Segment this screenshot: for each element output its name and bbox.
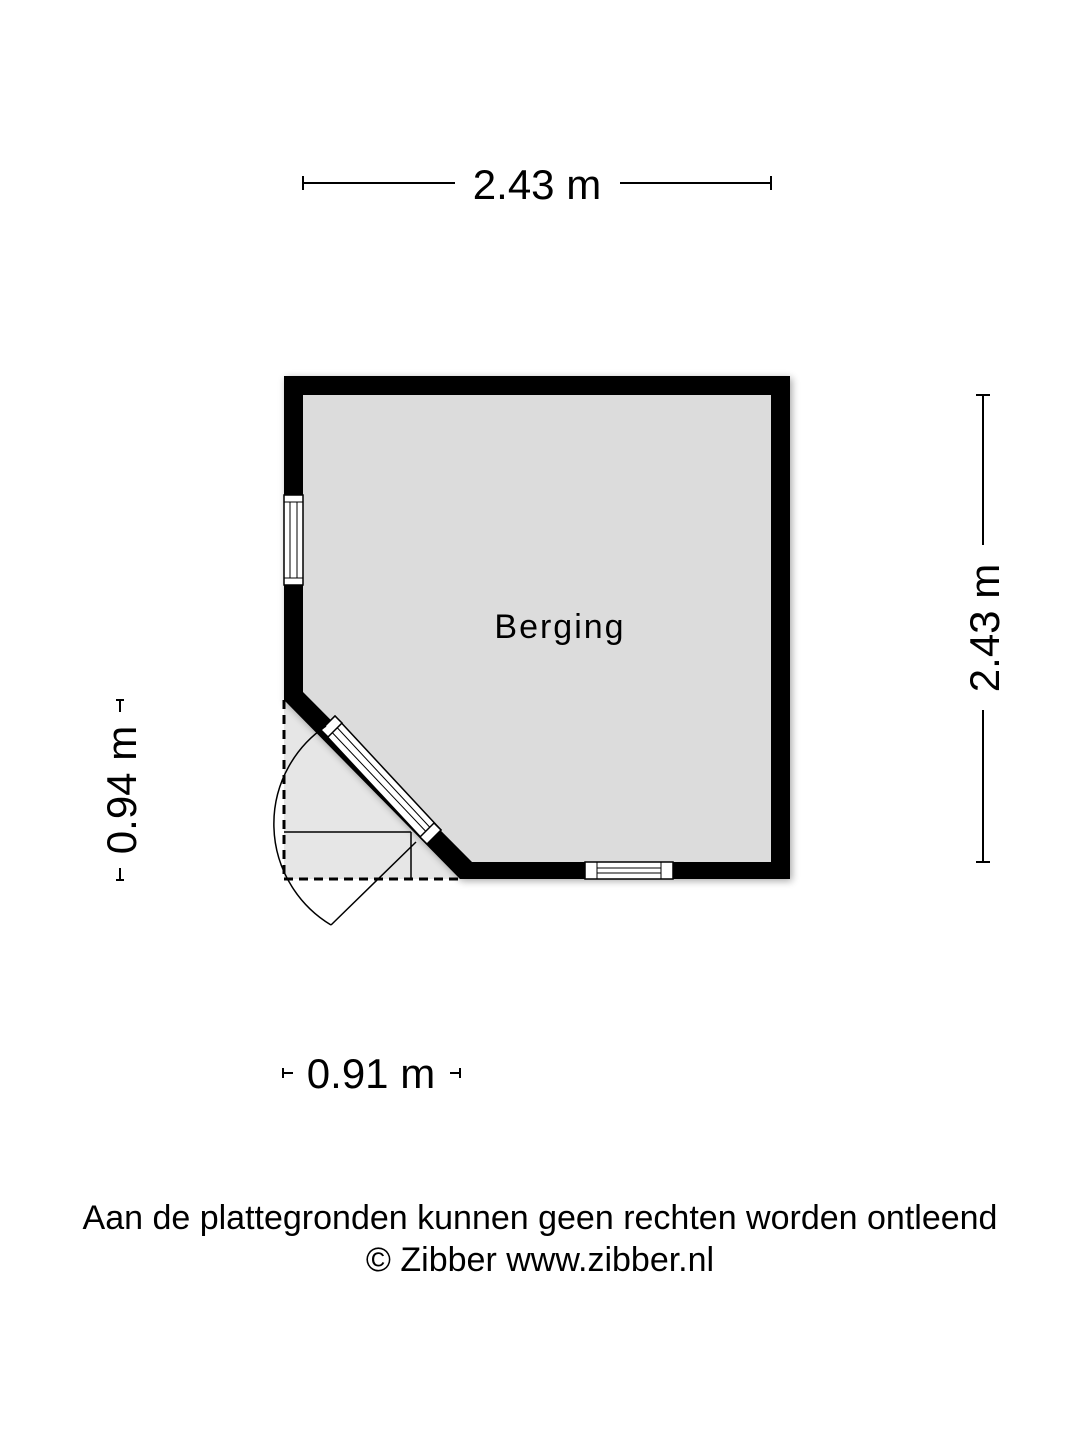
copyright-text: © Zibber www.zibber.nl <box>365 1241 715 1279</box>
disclaimer-text: Aan de plattegronden kunnen geen rechten worden ontleend <box>82 1199 998 1237</box>
dimension-top <box>303 161 771 208</box>
dimension-right <box>961 395 1008 862</box>
dimension-right-label: 2.43 m <box>961 563 1008 693</box>
dimension-bottom <box>283 1050 460 1097</box>
dimension-left <box>98 700 145 880</box>
dimension-top-label: 2.43 m <box>472 161 602 208</box>
window-icon <box>284 495 303 585</box>
dimension-left-label: 0.94 m <box>98 725 145 855</box>
room-label: Berging <box>494 608 626 646</box>
window-icon <box>585 862 673 879</box>
dimension-bottom-label: 0.91 m <box>306 1050 436 1097</box>
